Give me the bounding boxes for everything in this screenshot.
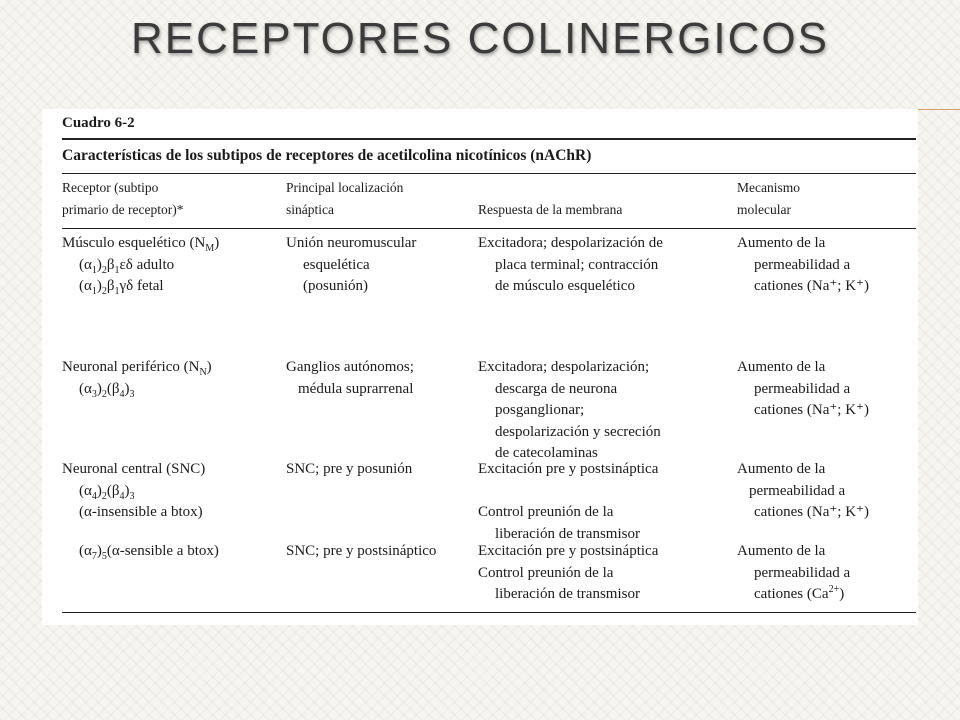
table-label: Cuadro 6-2 [62,115,135,131]
location-cell: SNC; pre y postsináptico [286,543,437,559]
receptor-subtype: $(\alpha_1)_2\beta_1\varepsilon\delta$ adulto [79,256,175,276]
response-cell: Excitación pre y postsináptica Control preunión de la liberación de transmisor [478,543,659,602]
top-rule [62,138,916,140]
header-location: Principal localización sináptica [286,180,404,217]
header-mechanism: Mecanismo molecular [737,180,800,217]
table-row [62,541,219,563]
table-row [62,459,205,524]
header-receptor: Receptor (subtipo primario de receptor)* [62,180,184,217]
table-row [62,357,212,400]
mechanism-cell: Aumento de la permeabilidad a cationes (Na⁺; K⁺) [737,461,869,520]
caption-rule [62,173,916,174]
receptor-name: Músculo esquelético $(N_M)$ [62,235,220,254]
receptor-subtype: $(\alpha_1)_2\beta_1\gamma\delta$ fetal [79,278,164,297]
receptor-name: Neuronal periférico $(N_N)$ [62,359,212,378]
receptor-subtype: $(\alpha_4)_2(\beta_4)_3$ [79,482,135,502]
header-rule [62,228,916,229]
mechanism-cell: Aumento de la permeabilidad a cationes (Na⁺; K⁺) [737,235,869,294]
location-cell: Unión neuromuscular esquelética (posunión) [286,235,417,294]
accent-line [915,109,960,110]
receptor-note: (α-insensible a btox) [79,504,203,520]
response-cell: Excitadora; despolarización; descarga de neurona posganglionar; despolarización y secreción de catecolaminas [478,359,661,461]
table-document [42,109,918,625]
receptor-subtype: $(\alpha_3)_2(\beta_4)_3$ [79,380,135,400]
mechanism-cell: Aumento de la permeabilidad a cationes $(Ca^{2+})$ [737,543,851,602]
mechanism-cell: Aumento de la permeabilidad a cationes (Na⁺; K⁺) [737,359,869,418]
receptor-name: Neuronal central (SNC) [62,461,206,477]
table-caption: Características de los subtipos de receptores de acetilcolina nicotínicos (nAChR) [62,147,592,164]
location-cell: SNC; pre y posunión [286,461,413,477]
response-cell: Excitadora; despolarización de placa terminal; contracción de músculo esquelético [478,235,663,294]
location-cell: Ganglios autónomos; médula suprarrenal [286,359,414,397]
response-cell: Excitación pre y postsináptica Control preunión de la liberación de transmisor [478,461,659,542]
receptor-subtype: $(\alpha_7)_5(\alpha$-sensible a btox) [79,543,219,562]
bottom-rule [62,612,916,613]
slide-title: RECEPTORES COLINERGICOS [131,14,829,63]
header-response: Respuesta de la membrana [478,202,623,217]
table-row [62,233,219,298]
